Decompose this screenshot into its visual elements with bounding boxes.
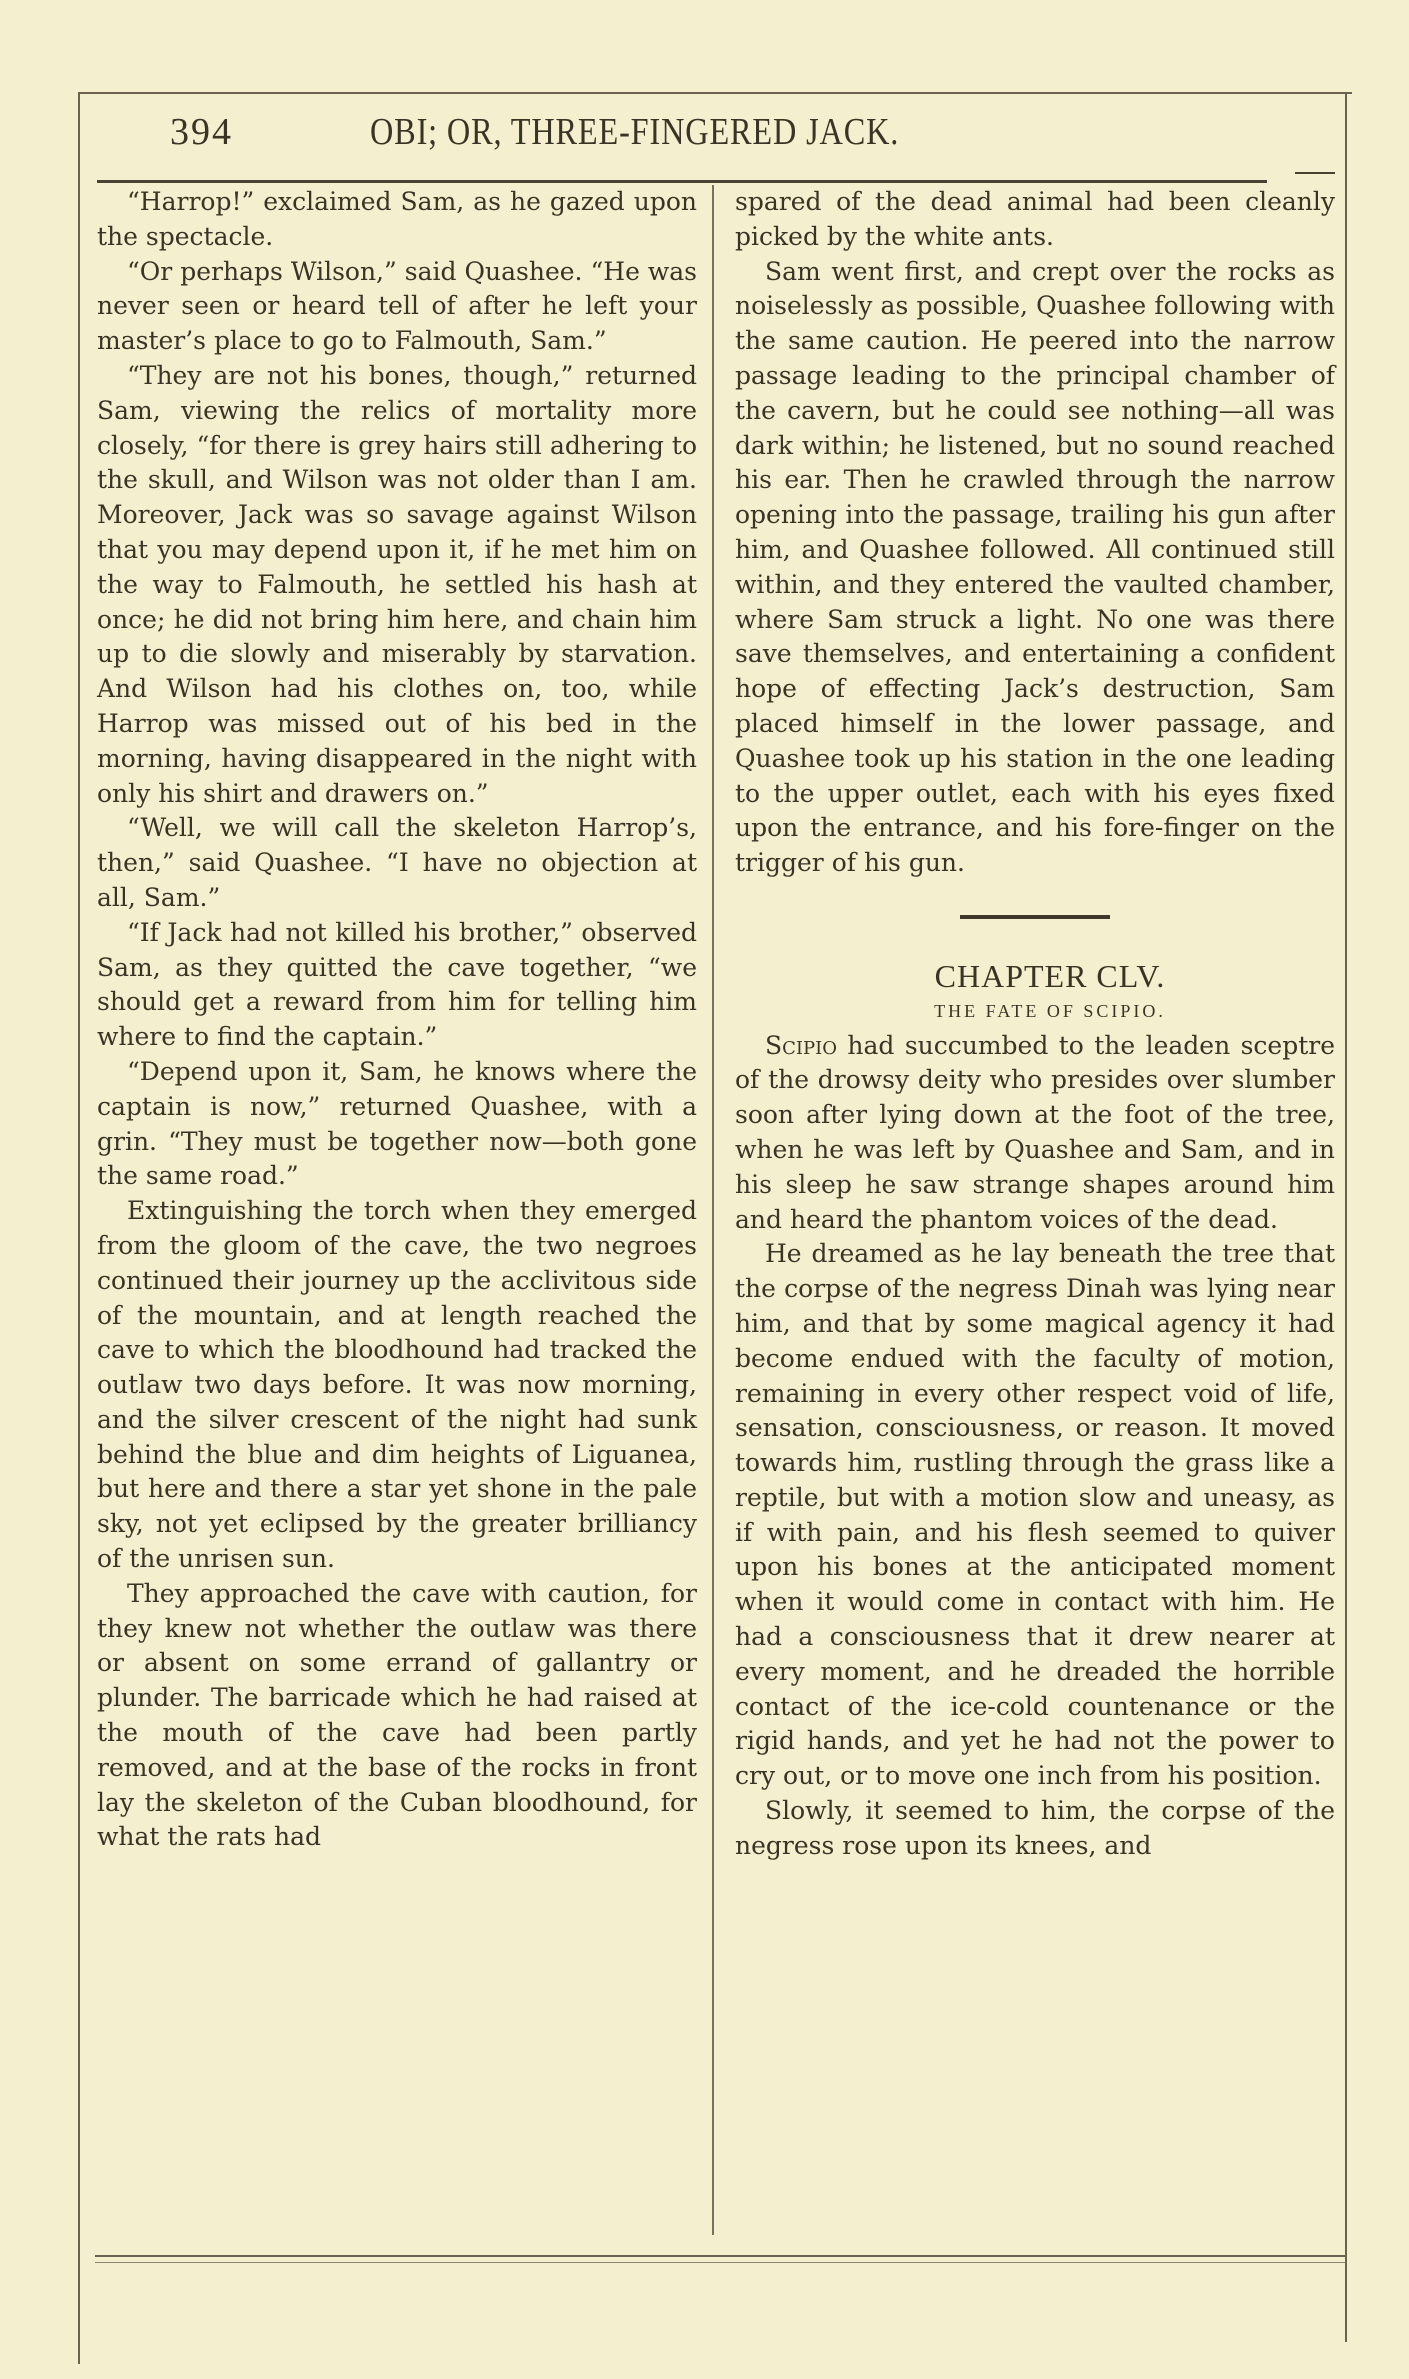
- paragraph: spared of the dead animal had been cleanly picked by the white ants.: [735, 187, 1335, 251]
- paragraph: “Or perhaps Wilson,” said Quashee. “He was never seen or heard tell of after he left your master’s place to go to Falmouth, Sam.”: [97, 256, 697, 356]
- page-number: 394: [170, 111, 233, 153]
- paragraph: “They are not his bones, though,” returned Sam, viewing the relics of mortality more closely, “for there is grey hairs still adhering to the skull, and Wilson was not older than I am. Moreover, Jack was so savage against Wilson that you may depend upon it, if he met him on the way to Falmouth, he settled his hash at once; he did not bring him here, and chain him up to die slowly and miserably by starvation. And Wilson had his clothes on, too, while Harrop was missed out of his bed in the morning, having disappeared in the night with only his shirt and drawers on.”: [97, 360, 697, 808]
- page-border-right: [1345, 92, 1347, 2342]
- paragraph: They approached the cave with caution, for they knew not whether the outlaw was there or absent on some errand of gallantry or plunder. The barricade which he had raised at the mouth of the cave had been partly removed, and at the base of the rocks in front lay the skeleton of the Cuban bloodhound, for what the rats had: [97, 1578, 697, 1852]
- chapter-subtitle: THE FATE OF SCIPIO.: [934, 1000, 1166, 1021]
- paragraph: He dreamed as he lay beneath the tree that the corpse of the negress Dinah was lying near him, and that by some magical agency it had become endued with the faculty of motion, remaining in every other respect void of life, sensation, consciousness, or reason. It moved towards him, rustling through the grass like a reptile, but with a motion slow and uneasy, as if with pain, and his flesh seemed to quiver upon his bones at the anticipated moment when it would come in contact with him. He had a consciousness that it drew nearer at every moment, and he dreaded the horrible contact of the ice-cold countenance or the rigid hands, and yet he had not the power to cry out, or to move one inch from his position.: [735, 1239, 1335, 1791]
- lead-word: Scipio: [765, 1030, 837, 1060]
- paragraph: Sam went first, and crept over the rocks as noiselessly as possible, Quashee following with the same caution. He peered into the narrow passage leading to the principal chamber of the cavern, but he could see nothing—all was dark within; he listened, but no sound reached his ear. Then he crawled through the narrow opening into the passage, trailing his gun after him, and Quashee followed. All continued still within, and they entered the vaulted chamber, where Sam struck a light. No one was there save themselves, and entertaining a confident hope of effecting Jack’s destruction, Sam placed himself in the lower passage, and Quashee took up his station in the one leading to the upper outlet, each with his eyes fixed upon the entrance, and his fore-finger on the trigger of his gun.: [735, 256, 1335, 878]
- paragraph: Slowly, it seemed to him, the corpse of the negress rose upon its knees, and: [735, 1796, 1335, 1860]
- header-rule-end: [1295, 172, 1335, 174]
- chapter-separator: [960, 915, 1110, 919]
- footer-rule: [95, 2255, 1345, 2257]
- paragraph-text: had succumbed to the leaden sceptre of the drowsy deity who presides over slumber soon after lying down at the foot of the tree, when he was left by Quashee and Sam, and in his sleep he saw strange shapes around him and heard the phantom voices of the dead.: [735, 1030, 1336, 1234]
- paragraph: “Depend upon it, Sam, he knows where the captain is now,” returned Quashee, with a grin. “They must be together now—both gone the same road.”: [97, 1056, 697, 1191]
- page-header: [170, 110, 1270, 160]
- paragraph: Extinguishing the torch when they emerged from the gloom of the cave, the two negroes continued their journey up the acclivitous side of the mountain, and at length reached the cave to which the bloodhound had tracked the outlaw two days before. It was now morning, and the silver crescent of the night had sunk behind the blue and dim heights of Liguanea, but here and there a star yet shone in the pale sky, not yet eclipsed by the greater brilliancy of the unrisen sun.: [97, 1196, 697, 1574]
- column-divider: [712, 185, 714, 2235]
- paragraph: “Harrop!” exclaimed Sam, as he gazed upon the spectacle.: [97, 187, 697, 251]
- left-column: [97, 185, 697, 1855]
- chapter-title: CHAPTER CLV.: [934, 957, 1166, 994]
- paragraph: “Well, we will call the skeleton Harrop’s, then,” said Quashee. “I have no objection at all, Sam.”: [97, 813, 697, 912]
- right-column: [735, 185, 1335, 1864]
- footer-rule-thin: [95, 2262, 1345, 2263]
- paragraph: “If Jack had not killed his brother,” observed Sam, as they quitted the cave together, “we should get a reward from him for telling him where to find the captain.”: [97, 917, 697, 1052]
- header-rule: [97, 180, 1267, 183]
- paragraph: [735, 1029, 1335, 1238]
- running-title: OBI; OR, THREE-FINGERED JACK.: [370, 111, 900, 153]
